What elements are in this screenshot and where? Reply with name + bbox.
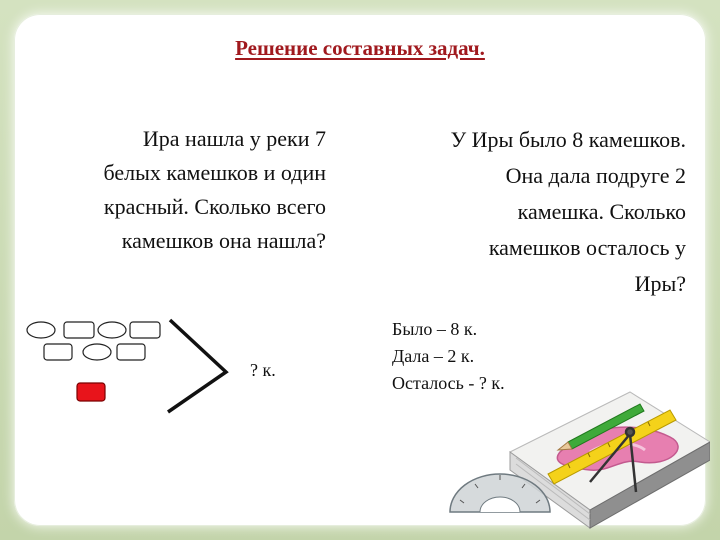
task-right-line: Иры? <box>634 271 686 296</box>
white-stone-oval <box>98 322 126 338</box>
task-left-line: камешков она нашла? <box>121 228 326 253</box>
white-stone-oval <box>27 322 55 338</box>
school-supplies-illustration <box>440 382 710 532</box>
white-stone-rect <box>117 344 145 360</box>
note-line: Было – 8 к. <box>392 319 478 339</box>
white-stone-rect <box>44 344 72 360</box>
task-left-line: красный. Сколько всего <box>103 194 326 219</box>
task-right-text <box>380 122 686 302</box>
white-stone-rect <box>64 322 94 338</box>
grouping-bracket <box>168 320 226 412</box>
note-line: Дала – 2 к. <box>392 346 475 366</box>
scheme-answer-label: ? к. <box>250 360 276 380</box>
task-left-line: Ира нашла у реки 7 <box>142 126 326 151</box>
task-left-text <box>30 122 326 258</box>
task-right-line: Она дала подруге 2 <box>505 163 686 188</box>
slide-title: Решение составных задач. <box>235 36 485 60</box>
task-right-line: У Иры было 8 камешков. <box>450 127 686 152</box>
task-left-line: белых камешков и один <box>103 160 326 185</box>
red-stone <box>77 383 105 401</box>
white-stone-oval <box>83 344 111 360</box>
note-line: Осталось - ? к. <box>392 373 505 393</box>
white-stone-rect <box>130 322 160 338</box>
task-right-line: камешков осталось у <box>488 235 686 260</box>
task-right-line: камешка. Сколько <box>517 199 686 224</box>
